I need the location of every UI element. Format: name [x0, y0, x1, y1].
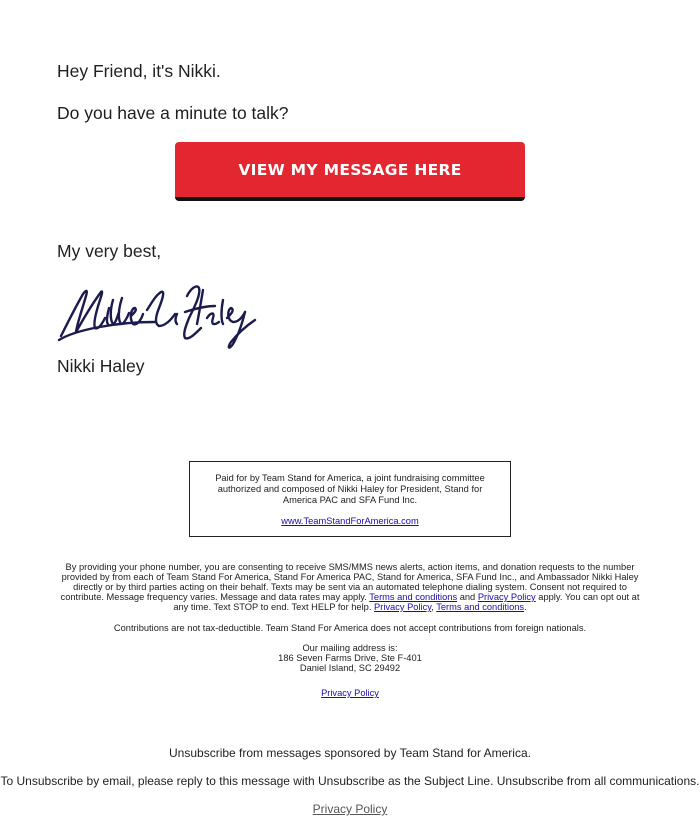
sms-comma: , — [431, 602, 434, 612]
privacy-link-2[interactable]: Privacy Policy — [374, 602, 432, 612]
terms-link-2[interactable]: Terms and conditions — [436, 602, 525, 612]
mailing-address — [0, 643, 700, 673]
sms-and: and — [459, 592, 476, 602]
bottom-privacy-row — [0, 802, 700, 816]
address-line-2: Daniel Island, SC 29492 — [299, 663, 401, 673]
sms-consent-body: By providing your phone number, you are consenting to receive SMS/MMS news alerts, action items, and donation requests to the number provided by from each of Team Stand For America, Stand For America PAC, Stand for America, SFA Fund Inc., and Ambassador Nikki Haley directly or by third parties acting on their behalf. Texts may be sent via an automated telephone dialing system. Consent not required to contribute. Message frequency varies. Message and data rates may apply. — [60, 562, 639, 602]
bottom-privacy-link[interactable]: Privacy Policy — [312, 802, 388, 816]
view-message-button[interactable]: VIEW MY MESSAGE HERE — [175, 142, 525, 201]
team-website-link[interactable]: www.TeamStandForAmerica.com — [281, 516, 419, 526]
greeting-text: Hey Friend, it's Nikki. — [57, 61, 221, 81]
paid-for-box — [189, 461, 511, 537]
paid-for-text: Paid for by Team Stand for America, a joint fundraising committee authorized and composed of Nikki Haley for President, Stand for America PAC and SFA Fund Inc. — [215, 473, 485, 505]
unsubscribe-email-text: To Unsubscribe by email, please reply to this message with Unsubscribe as the Subject Line. Unsubscribe from all communications. — [0, 774, 700, 788]
closing-text: My very best, — [57, 241, 162, 261]
sms-consent-text — [55, 562, 645, 612]
question-text: Do you have a minute to talk? — [57, 103, 289, 123]
sms-period: . — [524, 602, 527, 612]
privacy-link-1[interactable]: Privacy Policy — [477, 592, 536, 602]
mailing-label: Our mailing address is: — [302, 643, 398, 653]
terms-link-1[interactable]: Terms and conditions — [369, 592, 458, 602]
unsubscribe-sponsored-text: Unsubscribe from messages sponsored by Team Stand for America. — [169, 746, 531, 760]
footer-privacy-row — [0, 688, 700, 698]
signature-image — [55, 278, 260, 353]
footer-privacy-link[interactable]: Privacy Policy — [321, 688, 379, 698]
signer-name: Nikki Haley — [57, 356, 145, 376]
address-line-1: 186 Seven Farms Drive, Ste F-401 — [278, 653, 422, 663]
sms-apply-text: apply. You can opt out at any time. Text STOP to end. Text HELP for help. — [173, 592, 640, 612]
contributions-notice: Contributions are not tax-deductible. Team Stand For America does not accept contributions from foreign nationals. — [113, 623, 587, 633]
